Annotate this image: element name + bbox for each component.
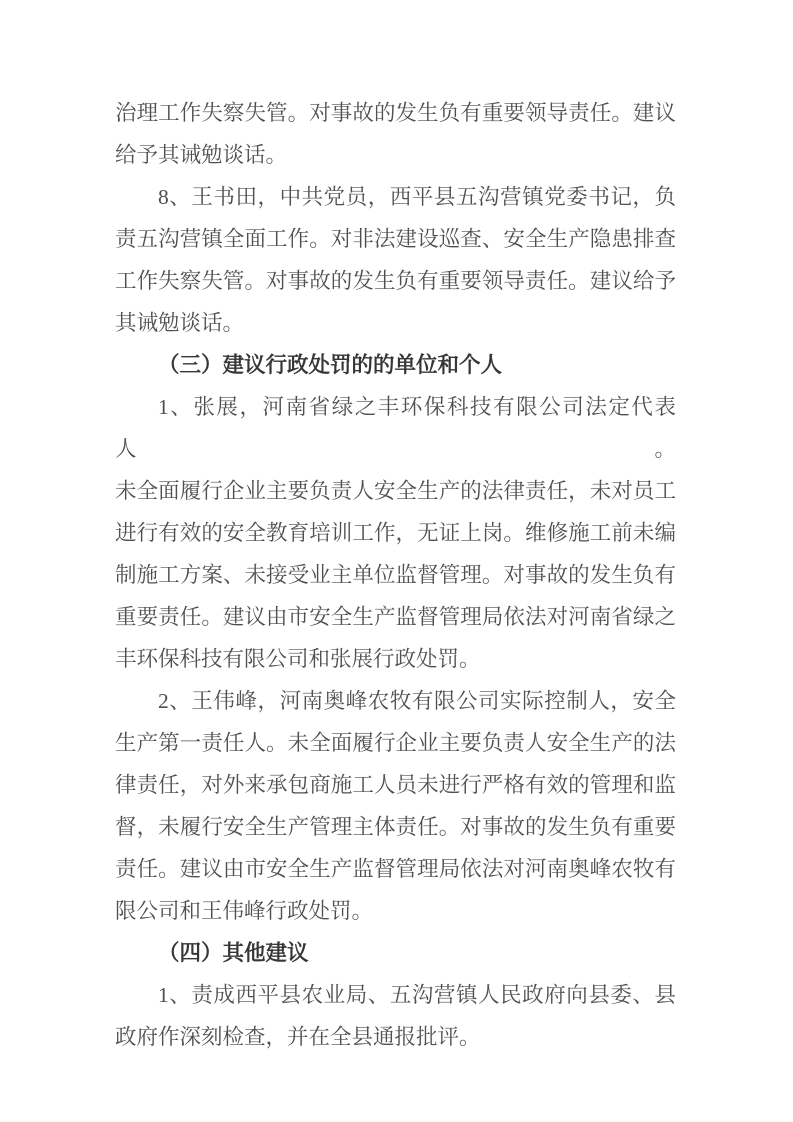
text-line: 律责任，对外来承包商施工人员未进行严格有效的管理和监 (115, 773, 676, 797)
text-line: 责五沟营镇全面工作。对非法建设巡查、安全生产隐患排查 (115, 227, 676, 251)
text-line: 未全面履行企业主要负责人安全生产的法律责任，未对员工 (115, 479, 676, 503)
text-line: 1、张展，河南省绿之丰环保科技有限公司法定代表人。 (115, 395, 676, 461)
text-line: 治理工作失察失管。对事故的发生负有重要领导责任。建议 (115, 101, 676, 125)
text-line: 重要责任。建议由市安全生产监督管理局依法对河南省绿之 (115, 605, 676, 629)
text-line: 2、王伟峰，河南奥峰农牧有限公司实际控制人，安全 (158, 689, 676, 713)
text-line: 工作失察失管。对事故的发生负有重要领导责任。建议给予 (115, 269, 676, 293)
text-line: 进行有效的安全教育培训工作，无证上岗。维修施工前未编 (115, 521, 676, 545)
text-line: 丰环保科技有限公司和张展行政处罚。 (115, 647, 481, 671)
paragraph (115, 92, 676, 176)
paragraph (115, 176, 676, 344)
text-line: 其诫勉谈话。 (115, 311, 245, 335)
text-line: 限公司和王伟峰行政处罚。 (115, 899, 374, 923)
text-line: 给予其诫勉谈话。 (115, 143, 288, 167)
paragraph (115, 974, 676, 1058)
document-body (115, 92, 676, 1058)
text-line: 制施工方案、未接受业主单位监督管理。对事故的发生负有 (115, 563, 676, 587)
text-line: 责任。建议由市安全生产监督管理局依法对河南奥峰农牧有 (115, 857, 676, 881)
paragraph (115, 680, 676, 932)
text-line: （三）建议行政处罚的的单位和个人 (158, 353, 503, 377)
text-line: 1、责成西平县农业局、五沟营镇人民政府向县委、县 (158, 983, 676, 1007)
paragraph (115, 386, 676, 680)
text-line: 督，未履行安全生产管理主体责任。对事故的发生负有重要 (115, 815, 676, 839)
section-heading (115, 932, 676, 974)
text-line: 政府作深刻检查，并在全县通报批评。 (115, 1025, 481, 1049)
section-heading (115, 344, 676, 386)
text-line: （四）其他建议 (158, 941, 309, 965)
text-line: 8、王书田，中共党员，西平县五沟营镇党委书记，负 (158, 185, 676, 209)
text-line: 生产第一责任人。未全面履行企业主要负责人安全生产的法 (115, 731, 676, 755)
